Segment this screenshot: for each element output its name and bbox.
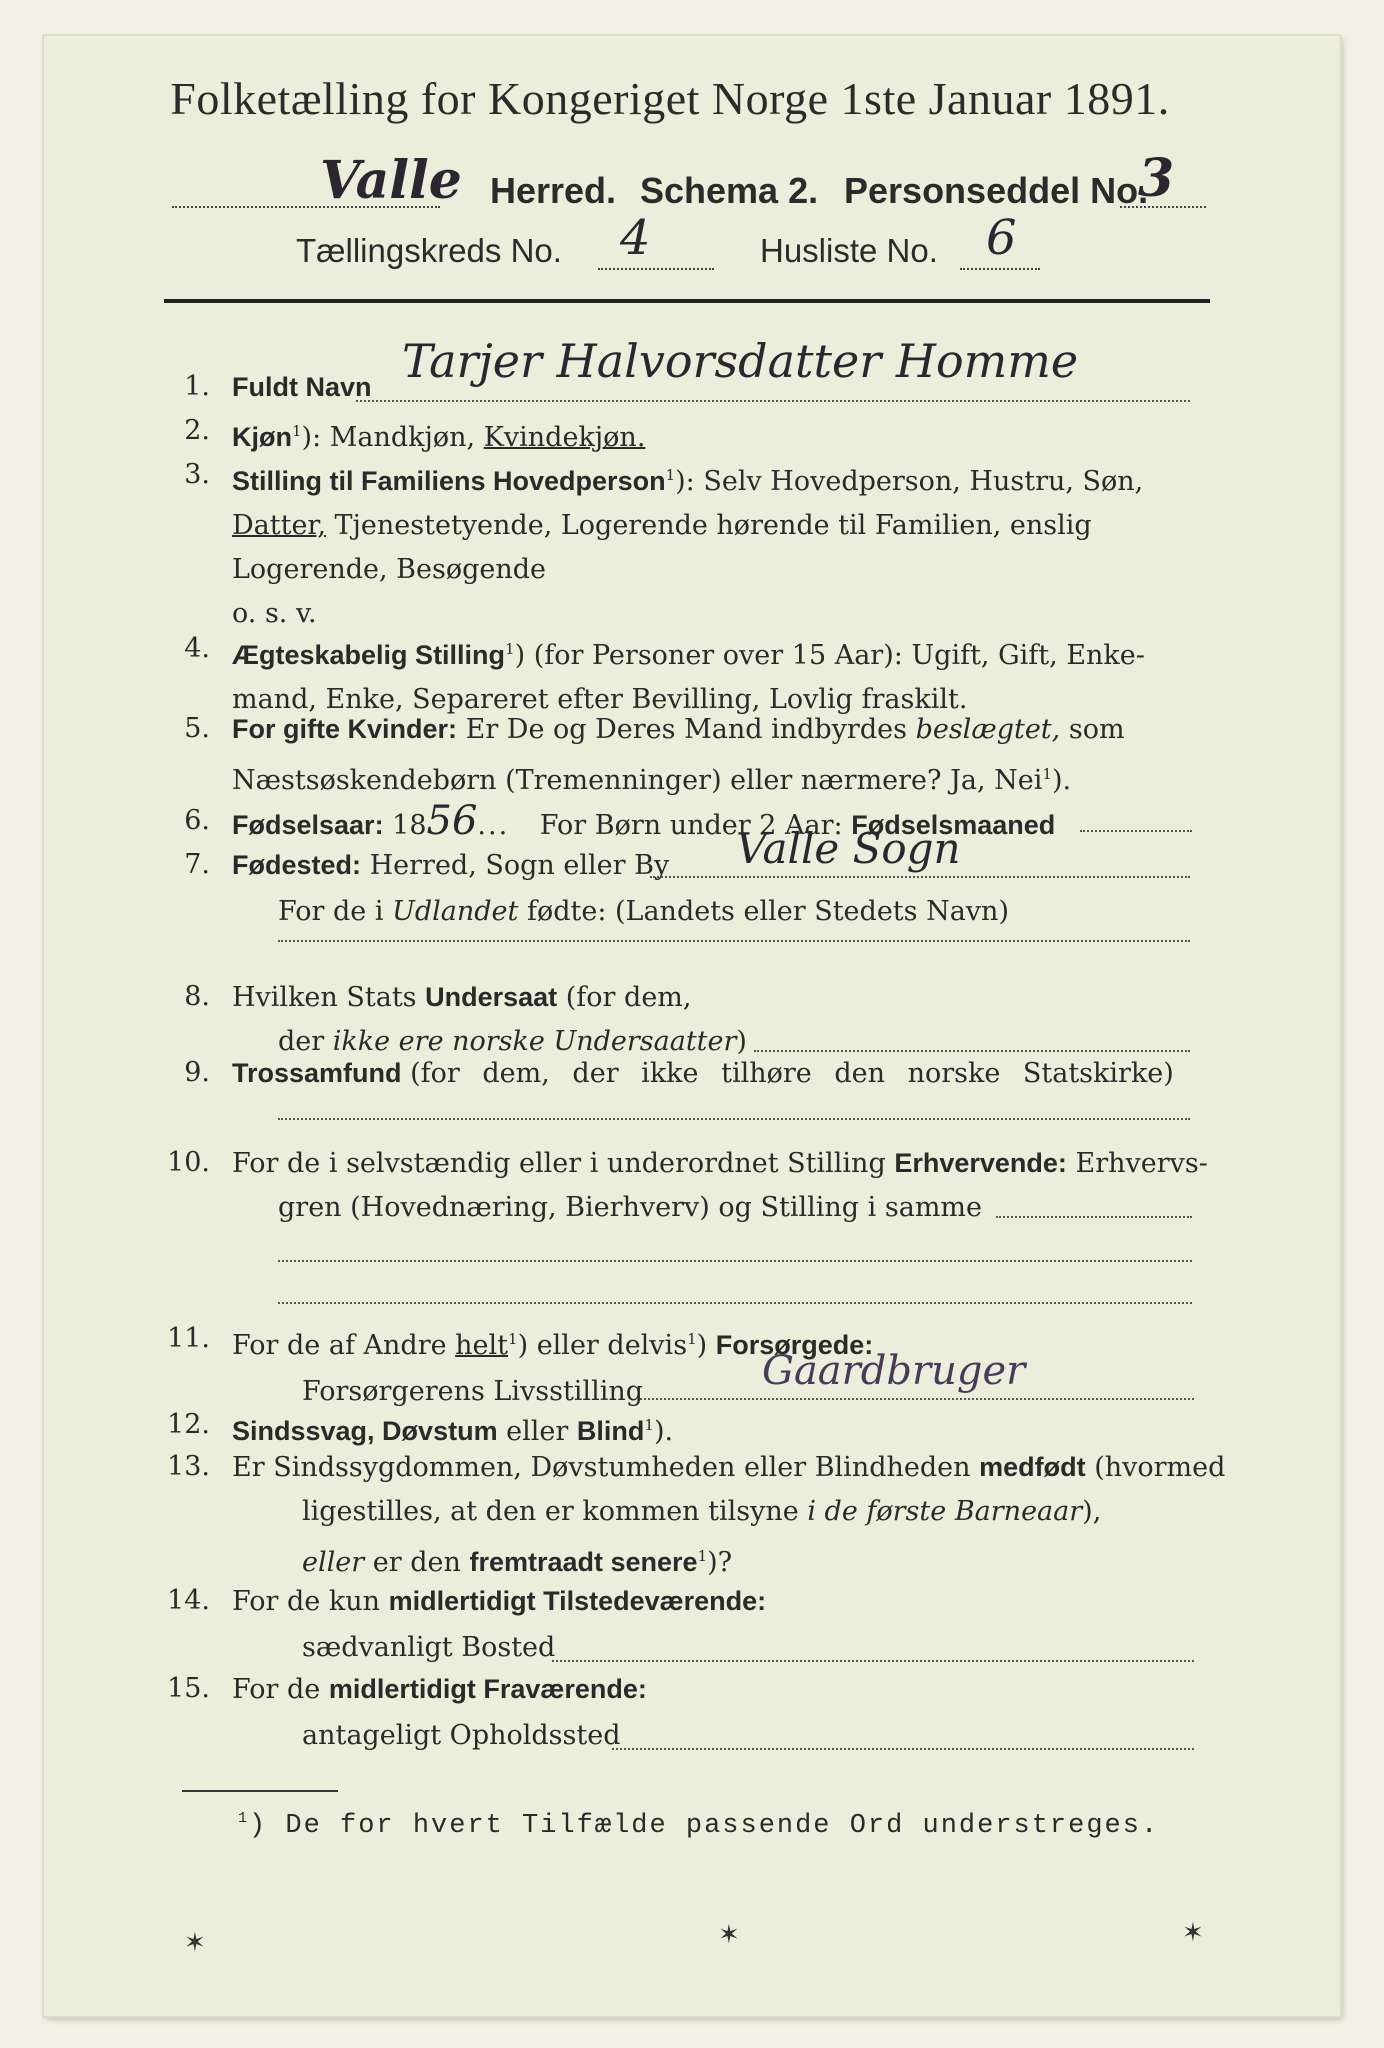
kreds-label: Tællingskreds No.: [296, 232, 562, 269]
item-text: Udlandet: [392, 896, 519, 927]
provider-occupation-handwritten: Gaardbruger: [762, 1348, 1026, 1394]
item-text: ): Mandkjøn,: [301, 422, 476, 453]
item-text: Hvilken Stats: [232, 982, 417, 1013]
item-number: 1.: [184, 371, 210, 402]
registration-mark-center: ✶: [718, 1920, 740, 1950]
item-text: i de første Barneaar: [807, 1496, 1083, 1527]
personseddel-handwritten: 3: [1138, 148, 1175, 209]
item-text: eller: [506, 1416, 569, 1447]
item-label: Undersaat: [425, 982, 558, 1012]
registration-mark-right: ✶: [1182, 1918, 1204, 1948]
item-number: 2.: [184, 415, 210, 446]
footnote-divider: [182, 1790, 338, 1792]
item-number: 14.: [167, 1585, 210, 1616]
item-text: Herred, Sogn eller By: [369, 850, 670, 881]
item-text: eller: [302, 1547, 365, 1578]
footnote-ref: 1: [697, 1547, 708, 1565]
item-label: Kjøn: [232, 422, 292, 452]
item-number: 12.: [167, 1409, 210, 1440]
item-text: ) (for Personer over 15 Aar): Ugift, Gift, Enke-: [514, 640, 1145, 671]
item-text: For de i: [278, 896, 384, 927]
husliste-label: Husliste No.: [760, 232, 938, 269]
footnote-ref: 1: [1042, 765, 1052, 783]
item-text: ).: [653, 1416, 674, 1447]
header-herred-line: [120, 148, 1220, 218]
item-label: Stilling til Familiens Hovedperson: [232, 466, 666, 496]
registration-mark-left: ✶: [184, 1928, 206, 1958]
item-text: ): Selv Hovedperson, Hustru, Søn,: [675, 466, 1144, 497]
item-label: Ægteskabelig Stilling: [232, 640, 506, 670]
item-label: Fødested:: [232, 850, 362, 880]
item-number: 11.: [167, 1323, 210, 1354]
item-text: For de kun: [232, 1586, 380, 1617]
item-text: ikke ere norske Undersaatter: [332, 1026, 737, 1057]
item-text: mand, Enke, Separeret efter Bevilling, Lovlig fraskilt.: [232, 684, 968, 715]
footnote: [238, 1810, 1159, 1841]
footnote-text: ) De for hvert Tilfælde passende Ord understreges.: [249, 1811, 1160, 1841]
footnote-ref: 1: [292, 422, 302, 440]
item-text: beslægtet,: [915, 714, 1061, 745]
form-title: Folketælling for Kongeriget Norge 1ste Januar 1891.: [170, 73, 1170, 124]
item-number: 10.: [167, 1147, 210, 1178]
item-text: som: [1068, 714, 1125, 745]
item-text: ): [736, 1026, 747, 1057]
item-label: Forsørgede:: [715, 1330, 874, 1360]
item-text: (for dem, der ikke tilhøre den norske Statskirke): [410, 1058, 1174, 1089]
footnote-ref: 1: [505, 640, 515, 658]
husliste-handwritten: 6: [986, 210, 1017, 266]
item-number: 13.: [167, 1451, 210, 1482]
herred-label: Herred.: [490, 170, 617, 211]
item-text: For Børn under 2 Aar:: [539, 810, 843, 841]
item-text: ),: [1082, 1496, 1102, 1527]
item-number: 6.: [184, 805, 210, 836]
item-text: Erhvervs-: [1075, 1148, 1208, 1179]
item-text: ): [696, 1330, 708, 1361]
item-text: Næstsøskendebørn (Tremenninger) eller nærmere? Ja, Nei: [232, 765, 1043, 796]
kreds-handwritten: 4: [620, 210, 651, 266]
item-label: Blind: [576, 1416, 645, 1446]
item-text: ligestilles, at den er kommen tilsyne: [302, 1496, 799, 1527]
item-label: Fødselsmaaned: [851, 810, 1056, 840]
item-label: medfødt: [979, 1452, 1086, 1482]
header-divider: [164, 299, 1210, 303]
personseddel-label: Personseddel No.: [844, 170, 1149, 211]
item-text: (for dem,: [565, 982, 692, 1013]
footnote-ref: 1: [508, 1330, 518, 1348]
item-text: Tjenestetyende, Logerende hørende til Familien, enslig: [334, 510, 1092, 541]
item-number: 8.: [184, 981, 210, 1012]
item-label: fremtraadt senere: [469, 1547, 698, 1577]
item-text: o. s. v.: [232, 598, 317, 629]
item-text: Er Sindssygdommen, Døvstumheden eller Blindheden: [232, 1452, 971, 1483]
selected-option: helt: [455, 1330, 509, 1361]
item-number: 3.: [184, 459, 210, 490]
item-label: midlertidigt Fraværende:: [328, 1674, 647, 1704]
item-text: antageligt Opholdssted: [302, 1720, 621, 1751]
birth-year-handwritten: 56: [426, 798, 478, 844]
item-text: For de i selvstændig eller i underordnet Stilling: [232, 1148, 886, 1179]
item-text: fødte: (Landets eller Stedets Navn): [526, 896, 1009, 927]
item-text: ) eller delvis: [517, 1330, 688, 1361]
item-text: )?: [707, 1547, 733, 1578]
item-label: Fuldt Navn: [232, 372, 372, 402]
item-label: Erhvervende:: [894, 1148, 1067, 1178]
item-label: Sindssvag, Døvstum: [232, 1416, 498, 1446]
footnote-marker: 1: [238, 1810, 250, 1827]
item-text: Er De og Deres Mand indbyrdes: [465, 714, 907, 745]
item-text: er den: [372, 1547, 461, 1578]
item-text: Logerende, Besøgende: [232, 554, 546, 585]
item-text: sædvanligt Bosted: [302, 1632, 556, 1663]
header-kreds-line: [120, 210, 1220, 280]
selected-option: Kvindekjøn.: [483, 422, 646, 453]
item-text: (hvormed: [1094, 1452, 1226, 1483]
schema-label: Schema 2.: [640, 170, 819, 211]
item-label: Trossamfund: [232, 1058, 402, 1088]
item-text: Forsørgerens Livsstilling: [302, 1376, 644, 1407]
footnote-ref: 1: [644, 1416, 654, 1434]
footnote-ref: 1: [665, 466, 676, 484]
item-text: der: [278, 1026, 325, 1057]
item-number: 5.: [184, 713, 210, 744]
herred-handwritten: Valle: [320, 150, 462, 211]
item-text: ).: [1051, 765, 1072, 796]
full-name-handwritten: Tarjer Halvorsdatter Homme: [402, 334, 1079, 388]
year-prefix: 18: [392, 810, 427, 841]
item-text: For de: [232, 1674, 321, 1705]
selected-option: Datter,: [232, 510, 326, 541]
item-label: midlertidigt Tilstedeværende:: [388, 1586, 767, 1616]
item-text: gren (Hovednæring, Bierhverv) og Stilling i samme: [278, 1192, 983, 1223]
item-number: 9.: [184, 1057, 210, 1088]
item-text: For de af Andre: [232, 1330, 447, 1361]
item-label: For gifte Kvinder:: [232, 714, 458, 744]
item-number: 7.: [184, 849, 210, 880]
birthplace-handwritten: Valle Sogn: [736, 824, 961, 873]
footnote-ref: 1: [687, 1330, 697, 1348]
item-number: 15.: [167, 1673, 210, 1704]
item-number: 4.: [184, 633, 210, 664]
item-label: Fødselsaar:: [232, 810, 384, 840]
